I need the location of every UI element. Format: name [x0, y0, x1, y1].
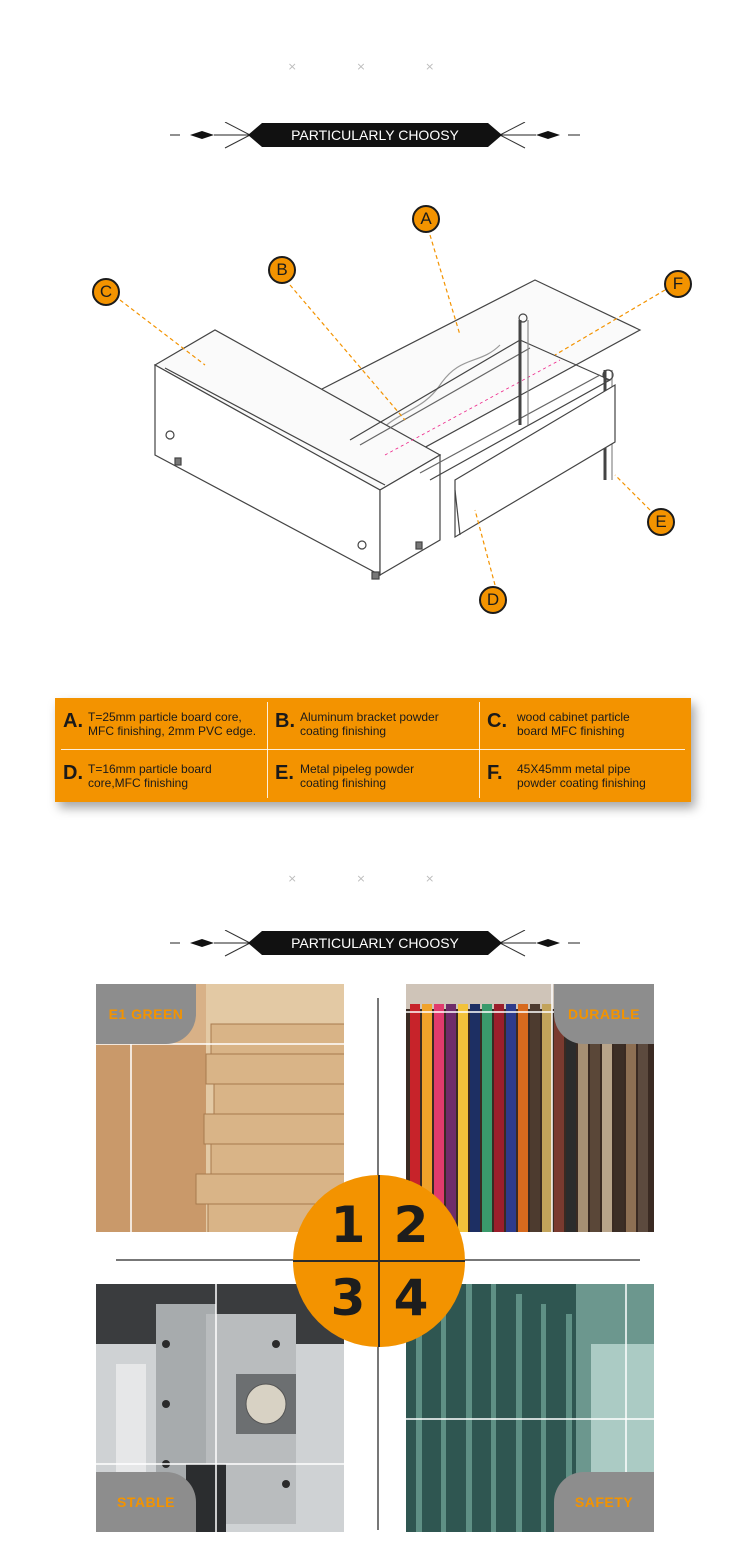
feature-number-2: 2	[393, 1196, 429, 1254]
photo-machine	[96, 1284, 344, 1532]
spec-d: D. T=16mm particle board core,MFC finishing	[63, 762, 212, 790]
spec-f: F. 45X45mm metal pipe powder coating finishing	[487, 762, 646, 790]
photo-boards	[96, 984, 344, 1232]
callout-b: B	[268, 256, 296, 284]
feature-label-durable: DURABLE	[554, 984, 654, 1044]
feature-label-stable: STABLE	[96, 1472, 196, 1532]
spec-table	[55, 698, 691, 802]
desk-illustration	[0, 190, 750, 630]
callout-e: E	[647, 508, 675, 536]
banner-title-2: PARTICULARLY CHOOSY	[291, 935, 459, 951]
spec-b: B. Aluminum bracket powder coating finishing	[275, 710, 439, 738]
photo-glass	[406, 1284, 654, 1532]
feature-label-safety: SAFETY	[554, 1472, 654, 1532]
callout-a: A	[412, 205, 440, 233]
decorative-marks: × × ×	[287, 60, 463, 73]
desk-diagram	[0, 190, 750, 630]
spec-e: E. Metal pipeleg powder coating finishing	[275, 762, 415, 790]
section-banner-2	[170, 930, 580, 960]
photo-colored-strips	[406, 984, 654, 1232]
banner-title: PARTICULARLY CHOOSY	[291, 127, 459, 143]
section-banner	[170, 122, 580, 152]
callout-d: D	[479, 586, 507, 614]
spec-a: A. T=25mm particle board core, MFC finishing, 2mm PVC edge.	[63, 710, 257, 738]
feature-number-1: 1	[330, 1196, 366, 1254]
callout-c: C	[92, 278, 120, 306]
callout-f: F	[664, 270, 692, 298]
spec-c: C. wood cabinet particle board MFC finishing	[487, 710, 630, 738]
feature-number-3: 3	[330, 1269, 366, 1327]
feature-number-4: 4	[393, 1269, 429, 1327]
decorative-marks-2: × × ×	[287, 872, 463, 885]
feature-number-badge	[293, 1175, 465, 1347]
feature-label-e1-green: E1 GREEN	[96, 984, 196, 1044]
